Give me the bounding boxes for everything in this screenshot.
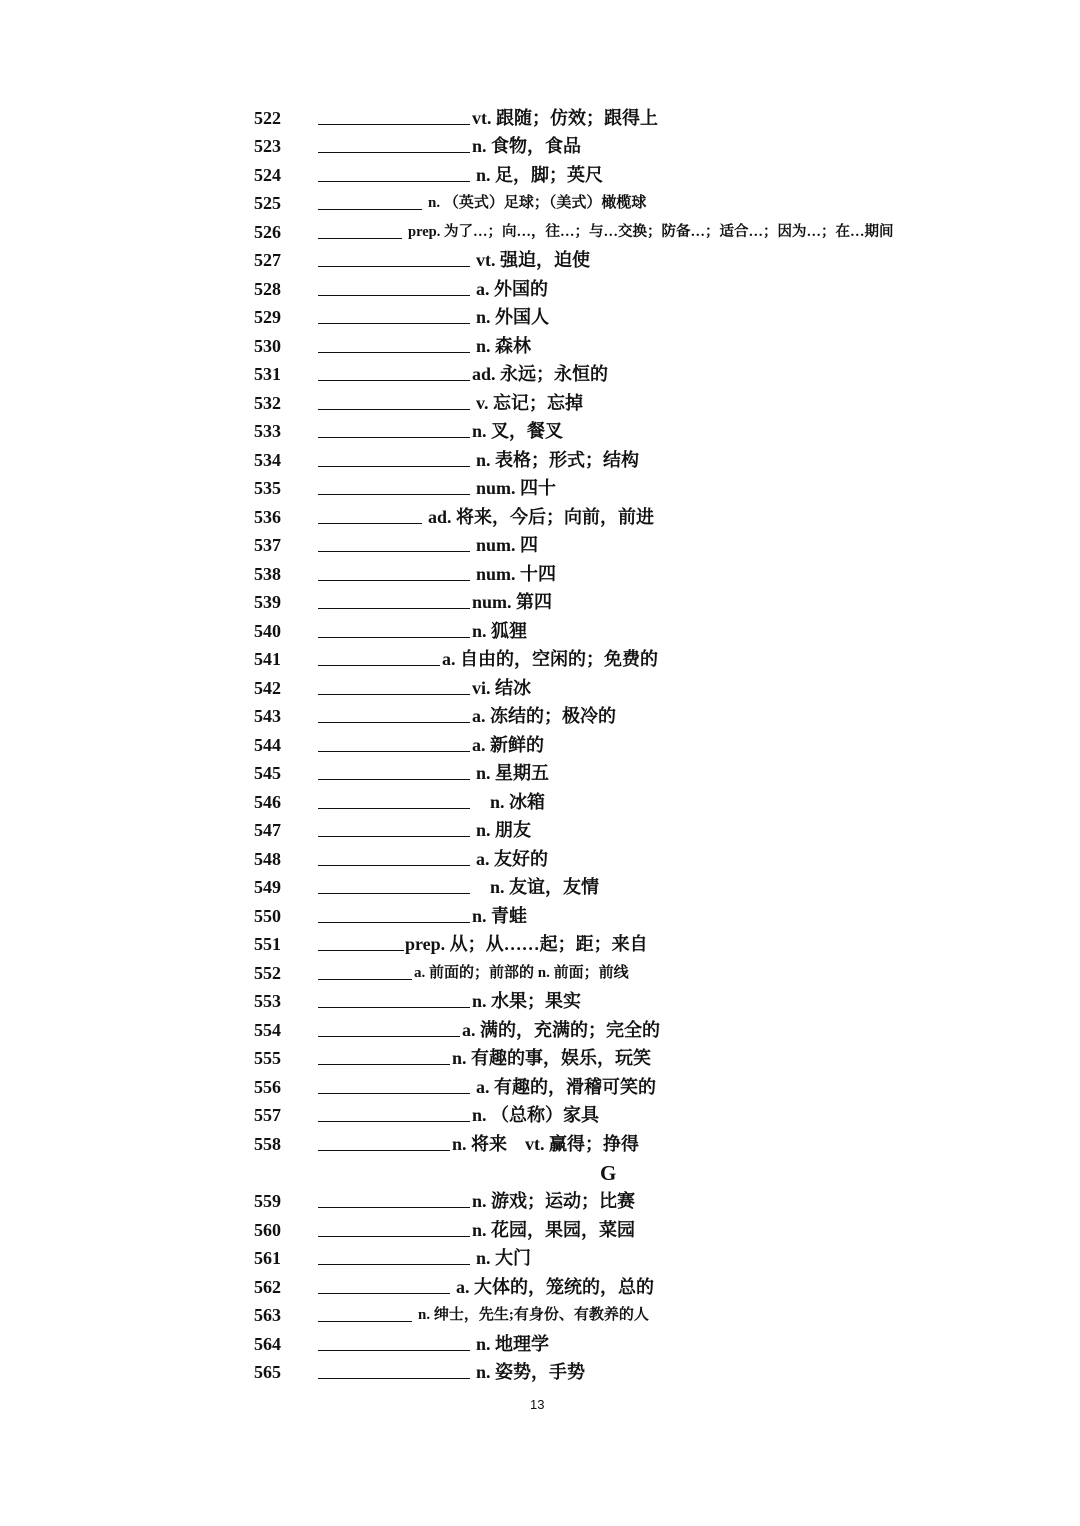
entry-number: 522 [254, 108, 281, 128]
answer-blank[interactable] [318, 694, 470, 695]
entry-number: 541 [254, 649, 281, 669]
entry-definition: n. 足，脚；英尺 [476, 165, 604, 185]
vocab-entry-559 [0, 1187, 1080, 1215]
vocab-entry-535 [0, 474, 1080, 502]
vocab-entry-540 [0, 617, 1080, 645]
answer-blank[interactable] [318, 323, 470, 324]
vocab-entry-544 [0, 731, 1080, 759]
entry-number: 560 [254, 1220, 281, 1240]
entry-definition: prep. 为了…；向…，往…；与…交换；防备…；适合…；因为…；在…期间 [408, 224, 894, 240]
entry-number: 538 [254, 564, 281, 584]
answer-blank[interactable] [318, 1378, 470, 1379]
answer-blank[interactable] [318, 380, 470, 381]
vocab-entry-525 [0, 189, 1080, 217]
entry-definition: n. 朋友 [476, 820, 532, 840]
entry-number: 554 [254, 1020, 281, 1040]
vocab-entry-557 [0, 1101, 1080, 1129]
entry-number: 549 [254, 877, 281, 897]
vocab-entry-523 [0, 132, 1080, 160]
entry-definition: a. 满的，充满的；完全的 [462, 1020, 660, 1040]
answer-blank[interactable] [318, 1350, 470, 1351]
entry-number: 539 [254, 592, 281, 612]
entry-definition: n. 森林 [476, 336, 532, 356]
answer-blank[interactable] [318, 1121, 470, 1122]
answer-blank[interactable] [318, 181, 470, 182]
entry-number: 547 [254, 820, 281, 840]
entry-definition: n. 外国人 [476, 307, 550, 327]
answer-blank[interactable] [318, 751, 470, 752]
vocab-entry-526 [0, 218, 1080, 246]
vocab-entry-533 [0, 417, 1080, 445]
entry-number: 530 [254, 336, 281, 356]
vocab-entry-554 [0, 1016, 1080, 1044]
answer-blank[interactable] [318, 1093, 470, 1094]
answer-blank[interactable] [318, 1207, 470, 1208]
vocab-entry-539 [0, 588, 1080, 616]
answer-blank[interactable] [318, 779, 470, 780]
entry-definition: n. 叉，餐叉 [472, 421, 564, 441]
vocab-entry-530 [0, 332, 1080, 360]
entry-definition: n. 花园，果园，菜园 [472, 1220, 636, 1240]
entry-number: 527 [254, 250, 281, 270]
vocab-entry-536 [0, 503, 1080, 531]
entry-number: 537 [254, 535, 281, 555]
entry-number: 544 [254, 735, 281, 755]
entry-definition: n. （英式）足球；（美式）橄榄球 [428, 195, 647, 211]
entry-definition: a. 外国的 [476, 279, 548, 299]
entry-number: 529 [254, 307, 281, 327]
entry-definition: a. 大体的，笼统的，总的 [456, 1277, 654, 1297]
entry-number: 559 [254, 1191, 281, 1211]
answer-blank[interactable] [318, 1150, 450, 1151]
answer-blank[interactable] [318, 1293, 450, 1294]
vocab-entry-543 [0, 702, 1080, 730]
entry-definition: a. 友好的 [476, 849, 548, 869]
vocab-entry-524 [0, 161, 1080, 189]
answer-blank[interactable] [318, 466, 470, 467]
vocab-entry-562 [0, 1273, 1080, 1301]
vocab-entry-558 [0, 1130, 1080, 1158]
vocab-entry-549 [0, 873, 1080, 901]
entry-number: 528 [254, 279, 281, 299]
answer-blank[interactable] [318, 608, 470, 609]
entry-definition: a. 有趣的，滑稽可笑的 [476, 1077, 656, 1097]
entry-number: 534 [254, 450, 281, 470]
answer-blank[interactable] [318, 124, 470, 125]
answer-blank[interactable] [318, 808, 470, 809]
entry-definition: n. 地理学 [476, 1334, 550, 1354]
entry-definition: n. 青蛙 [472, 906, 528, 926]
answer-blank[interactable] [318, 209, 422, 210]
vocab-entry-538 [0, 560, 1080, 588]
entry-definition: num. 四 [476, 535, 539, 555]
vocab-entry-564 [0, 1330, 1080, 1358]
entry-definition: a. 新鲜的 [472, 735, 544, 755]
entry-definition: n. 星期五 [476, 763, 550, 783]
entry-definition: prep. 从；从……起；距；来自 [405, 934, 648, 954]
entry-number: 553 [254, 991, 281, 1011]
entry-definition: num. 十四 [476, 564, 557, 584]
entry-definition: n. 有趣的事，娱乐，玩笑 [452, 1048, 652, 1068]
entry-definition: vt. 跟随；仿效；跟得上 [472, 108, 658, 128]
answer-blank[interactable] [318, 523, 422, 524]
entry-number: 558 [254, 1134, 281, 1154]
entry-number: 535 [254, 478, 281, 498]
answer-blank[interactable] [318, 637, 470, 638]
vocab-entry-561 [0, 1244, 1080, 1272]
answer-blank[interactable] [318, 551, 470, 552]
entry-definition: n. 姿势，手势 [476, 1362, 586, 1382]
entry-number: 526 [254, 222, 281, 242]
answer-blank[interactable] [318, 295, 470, 296]
entry-number: 563 [254, 1305, 281, 1325]
entry-number: 531 [254, 364, 281, 384]
answer-blank[interactable] [318, 1064, 450, 1065]
page-number: 13 [530, 1397, 545, 1412]
vocab-entry-527 [0, 246, 1080, 274]
vocab-entry-532 [0, 389, 1080, 417]
answer-blank[interactable] [318, 865, 470, 866]
vocab-entry-546 [0, 788, 1080, 816]
answer-blank[interactable] [318, 152, 470, 153]
entry-definition: num. 四十 [476, 478, 557, 498]
entry-definition: n. 将来 vt. 赢得；挣得 [452, 1134, 640, 1154]
entry-definition: v. 忘记；忘掉 [476, 393, 584, 413]
entry-number: 524 [254, 165, 281, 185]
entry-definition: a. 前面的；前部的 n. 前面；前线 [414, 965, 629, 981]
entry-number: 545 [254, 763, 281, 783]
entry-definition: n. 冰箱 [490, 792, 546, 812]
entry-definition: n. （总称）家具 [472, 1105, 600, 1125]
entry-number: 546 [254, 792, 281, 812]
vocab-entry-531 [0, 360, 1080, 388]
entry-number: 523 [254, 136, 281, 156]
answer-blank[interactable] [318, 1236, 470, 1237]
entry-definition: n. 狐狸 [472, 621, 528, 641]
entry-definition: n. 大门 [476, 1248, 532, 1268]
entry-definition: a. 自由的，空闲的；免费的 [442, 649, 658, 669]
entry-definition: n. 表格；形式；结构 [476, 450, 640, 470]
entry-definition: n. 友谊，友情 [490, 877, 600, 897]
vocab-entry-528 [0, 275, 1080, 303]
answer-blank[interactable] [318, 1321, 412, 1322]
entry-number: 540 [254, 621, 281, 641]
answer-blank[interactable] [318, 1036, 460, 1037]
vocab-entry-550 [0, 902, 1080, 930]
entry-definition: n. 绅士，先生;有身份、有教养的人 [418, 1307, 649, 1323]
answer-blank[interactable] [318, 352, 470, 353]
answer-blank[interactable] [318, 893, 470, 894]
entry-definition: vt. 强迫，迫使 [476, 250, 590, 270]
vocab-entry-560 [0, 1216, 1080, 1244]
vocab-entry-529 [0, 303, 1080, 331]
vocab-entry-565 [0, 1358, 1080, 1386]
vocab-entry-537 [0, 531, 1080, 559]
vocab-entry-545 [0, 759, 1080, 787]
answer-blank[interactable] [318, 238, 402, 239]
entry-number: 557 [254, 1105, 281, 1125]
entry-number: 562 [254, 1277, 281, 1297]
vocab-entry-547 [0, 816, 1080, 844]
entry-number: 556 [254, 1077, 281, 1097]
answer-blank[interactable] [318, 950, 404, 951]
section-heading: G [600, 1161, 617, 1185]
entry-definition: num. 第四 [472, 592, 553, 612]
vocab-entry-556 [0, 1073, 1080, 1101]
answer-blank[interactable] [318, 1264, 470, 1265]
entry-number: 561 [254, 1248, 281, 1268]
entry-number: 550 [254, 906, 281, 926]
answer-blank[interactable] [318, 580, 470, 581]
entry-definition: a. 冻结的；极冷的 [472, 706, 616, 726]
entry-definition: ad. 永远；永恒的 [472, 364, 609, 384]
vocab-entry-548 [0, 845, 1080, 873]
entry-number: 555 [254, 1048, 281, 1068]
entry-number: 551 [254, 934, 281, 954]
answer-blank[interactable] [318, 437, 470, 438]
entry-number: 564 [254, 1334, 281, 1354]
vocab-entry-555 [0, 1044, 1080, 1072]
vocab-entry-542 [0, 674, 1080, 702]
entry-number: 542 [254, 678, 281, 698]
vocab-entry-541 [0, 645, 1080, 673]
answer-blank[interactable] [318, 1007, 470, 1008]
entry-number: 525 [254, 193, 281, 213]
entry-number: 536 [254, 507, 281, 527]
answer-blank[interactable] [318, 665, 440, 666]
entry-number: 565 [254, 1362, 281, 1382]
vocab-entry-563 [0, 1301, 1080, 1329]
answer-blank[interactable] [318, 836, 470, 837]
answer-blank[interactable] [318, 266, 470, 267]
answer-blank[interactable] [318, 979, 412, 980]
entry-definition: ad. 将来，今后；向前，前进 [428, 507, 655, 527]
entry-definition: vi. 结冰 [472, 678, 532, 698]
entry-number: 533 [254, 421, 281, 441]
entry-number: 548 [254, 849, 281, 869]
answer-blank[interactable] [318, 409, 470, 410]
answer-blank[interactable] [318, 922, 470, 923]
entry-definition: n. 游戏；运动；比赛 [472, 1191, 636, 1211]
vocab-entry-534 [0, 446, 1080, 474]
entry-number: 543 [254, 706, 281, 726]
vocab-entry-551 [0, 930, 1080, 958]
vocab-entry-552 [0, 959, 1080, 987]
vocab-entry-522 [0, 104, 1080, 132]
entry-definition: n. 水果；果实 [472, 991, 582, 1011]
answer-blank[interactable] [318, 722, 470, 723]
vocab-entry-553 [0, 987, 1080, 1015]
answer-blank[interactable] [318, 494, 470, 495]
entry-number: 532 [254, 393, 281, 413]
entry-definition: n. 食物，食品 [472, 136, 582, 156]
entry-number: 552 [254, 963, 281, 983]
